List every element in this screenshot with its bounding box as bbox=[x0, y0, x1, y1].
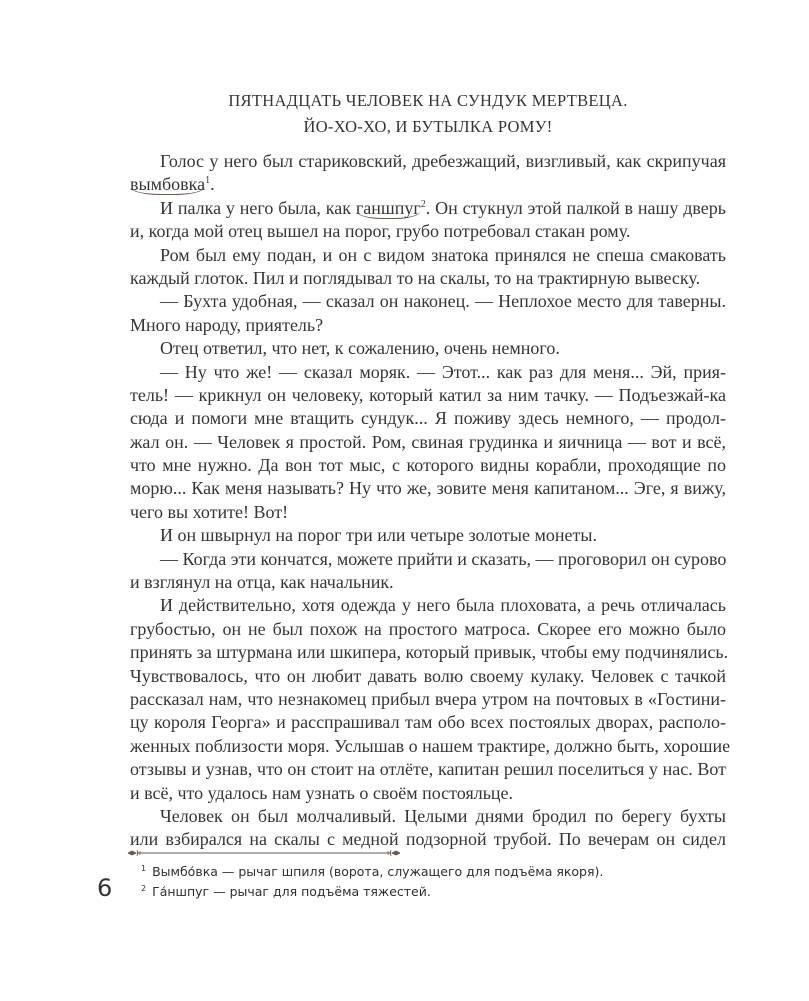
text-line: рассказал нам, что незнакомец прибыл вчера утром на почтовых в «Гостини- bbox=[130, 688, 726, 709]
paragraph bbox=[130, 805, 726, 852]
text-line: сюда и помоги мне втащить сундук... Я поживу здесь немного, — продол- bbox=[130, 408, 726, 429]
paragraph bbox=[130, 524, 726, 547]
text-line: каждый глоток. Пил и поглядывал то на скалы, то на трактирную вывеску. bbox=[130, 267, 701, 288]
text-line: что мне нужно. Да вон тот мыс, с которого видны корабли, проходящие по bbox=[130, 455, 726, 476]
paragraph bbox=[130, 361, 726, 525]
footnote-term-ganshpug[interactable]: ганшпуг bbox=[355, 197, 421, 218]
text-line bbox=[130, 197, 726, 220]
body-text bbox=[130, 150, 731, 852]
text-line: грубостью, он не был похож на простого матроса. Скорее его можно было bbox=[130, 618, 726, 639]
paragraph bbox=[130, 244, 726, 291]
footnote-2 bbox=[141, 882, 603, 902]
text-line: морю... Как меня называть? Ну что же, зовите меня капитаном... Эге, я вижу, bbox=[130, 478, 726, 499]
text-line: цу короля Георга» и расспрашивал там обо всех постоялых дворах, располо- bbox=[130, 712, 726, 733]
footnote-ornament-divider bbox=[128, 848, 400, 858]
footnote-number: 1 bbox=[141, 863, 147, 873]
text-line bbox=[130, 173, 726, 196]
text-line: чего вы хотите! Вот! bbox=[130, 501, 289, 522]
footnote-term-vymbovka[interactable]: вымбовка bbox=[130, 174, 206, 195]
footnote-text: Вымбо́вка — рычаг шпиля (ворота, служащего для подъёма якоря). bbox=[152, 864, 604, 879]
paragraph bbox=[130, 594, 731, 805]
punctuation: . bbox=[210, 174, 215, 195]
footnote-1 bbox=[141, 862, 603, 882]
text-line: Отец ответил, что нет, к сожалению, очень немного. bbox=[160, 338, 560, 359]
text-line: Чувствовалось, что он любит давать волю своему кулаку. Человек с тачкой bbox=[130, 665, 726, 686]
page-number: 6 bbox=[97, 874, 113, 902]
text-span: . Он стукнул этой палкой в нашу дверь bbox=[425, 197, 727, 218]
text-line: принять за штурмана или шкипера, который привык, чтобы ему подчинялись. bbox=[130, 642, 729, 663]
text-line: Много народу, приятель? bbox=[130, 314, 324, 335]
text-line: отзывы и узнав, что он стоит на отлёте, капитан решил поселиться у нас. Вот bbox=[130, 759, 726, 780]
text-line: и взглянул на отца, как начальник. bbox=[130, 572, 394, 593]
paragraph bbox=[130, 290, 726, 337]
text-line: и, когда мой отец вышел на порог, грубо потребовал стакан рому. bbox=[130, 221, 631, 242]
text-line: И действительно, хотя одежда у него была плоховата, а речь отличалась bbox=[160, 595, 726, 616]
text-span: И палка у него была, как bbox=[160, 197, 356, 218]
paragraph bbox=[130, 197, 726, 244]
text-line: И он швырнул на порог три или четыре золотые монеты. bbox=[160, 525, 597, 546]
paragraph bbox=[130, 150, 726, 197]
footnote-text: Га́ншпуг — рычаг для подъёма тяжестей. bbox=[152, 884, 431, 899]
paragraph bbox=[130, 337, 726, 360]
chapter-heading bbox=[130, 88, 726, 140]
footnote-ref-1[interactable]: 1 bbox=[205, 175, 211, 187]
footnotes bbox=[141, 862, 603, 902]
text-line: Ром был ему подан, и он с видом знатока принялся не спеша смаковать bbox=[160, 244, 726, 265]
text-line: — Ну что же! — сказал моряк. — Этот... как раз для меня... Эй, прия- bbox=[160, 361, 726, 382]
text-line: — Когда эти кончатся, можете прийти и сказать, — проговорил он сурово bbox=[160, 548, 727, 569]
text-line: Голос у него был стариковский, дребезжащий, визгливый, как скрипучая bbox=[160, 151, 726, 171]
footnote-ref-2[interactable]: 2 bbox=[420, 198, 426, 210]
paragraph bbox=[130, 548, 726, 595]
text-line: и всё, что удалось нам узнать о своём постояльце. bbox=[130, 782, 514, 803]
text-line: или взбирался на скалы с медной подзорной трубой. По вечерам он сидел bbox=[130, 829, 726, 850]
heading-line-1: ПЯТНАДЦАТЬ ЧЕЛОВЕК НА СУНДУК МЕРТВЕЦА. bbox=[228, 91, 628, 110]
text-line: Человек он был молчаливый. Целыми днями бродил по берегу бухты bbox=[160, 805, 726, 826]
text-line: женных поблизости моря. Услышав о нашем трактире, должно быть, хорошие bbox=[130, 735, 731, 756]
text-line: — Бухта удобная, — сказал он наконец. — Неплохое место для таверны. bbox=[160, 291, 726, 312]
footnote-number: 2 bbox=[141, 883, 147, 893]
text-line: тель! — крикнул он человеку, который катил за ним тачку. — Подъезжай-ка bbox=[130, 384, 726, 405]
heading-line-2: ЙО-ХО-ХО, И БУТЫЛКА РОМУ! bbox=[303, 117, 553, 136]
text-line: жал он. — Человек я простой. Ром, свиная грудинка и яичница — вот и всё, bbox=[130, 431, 726, 452]
